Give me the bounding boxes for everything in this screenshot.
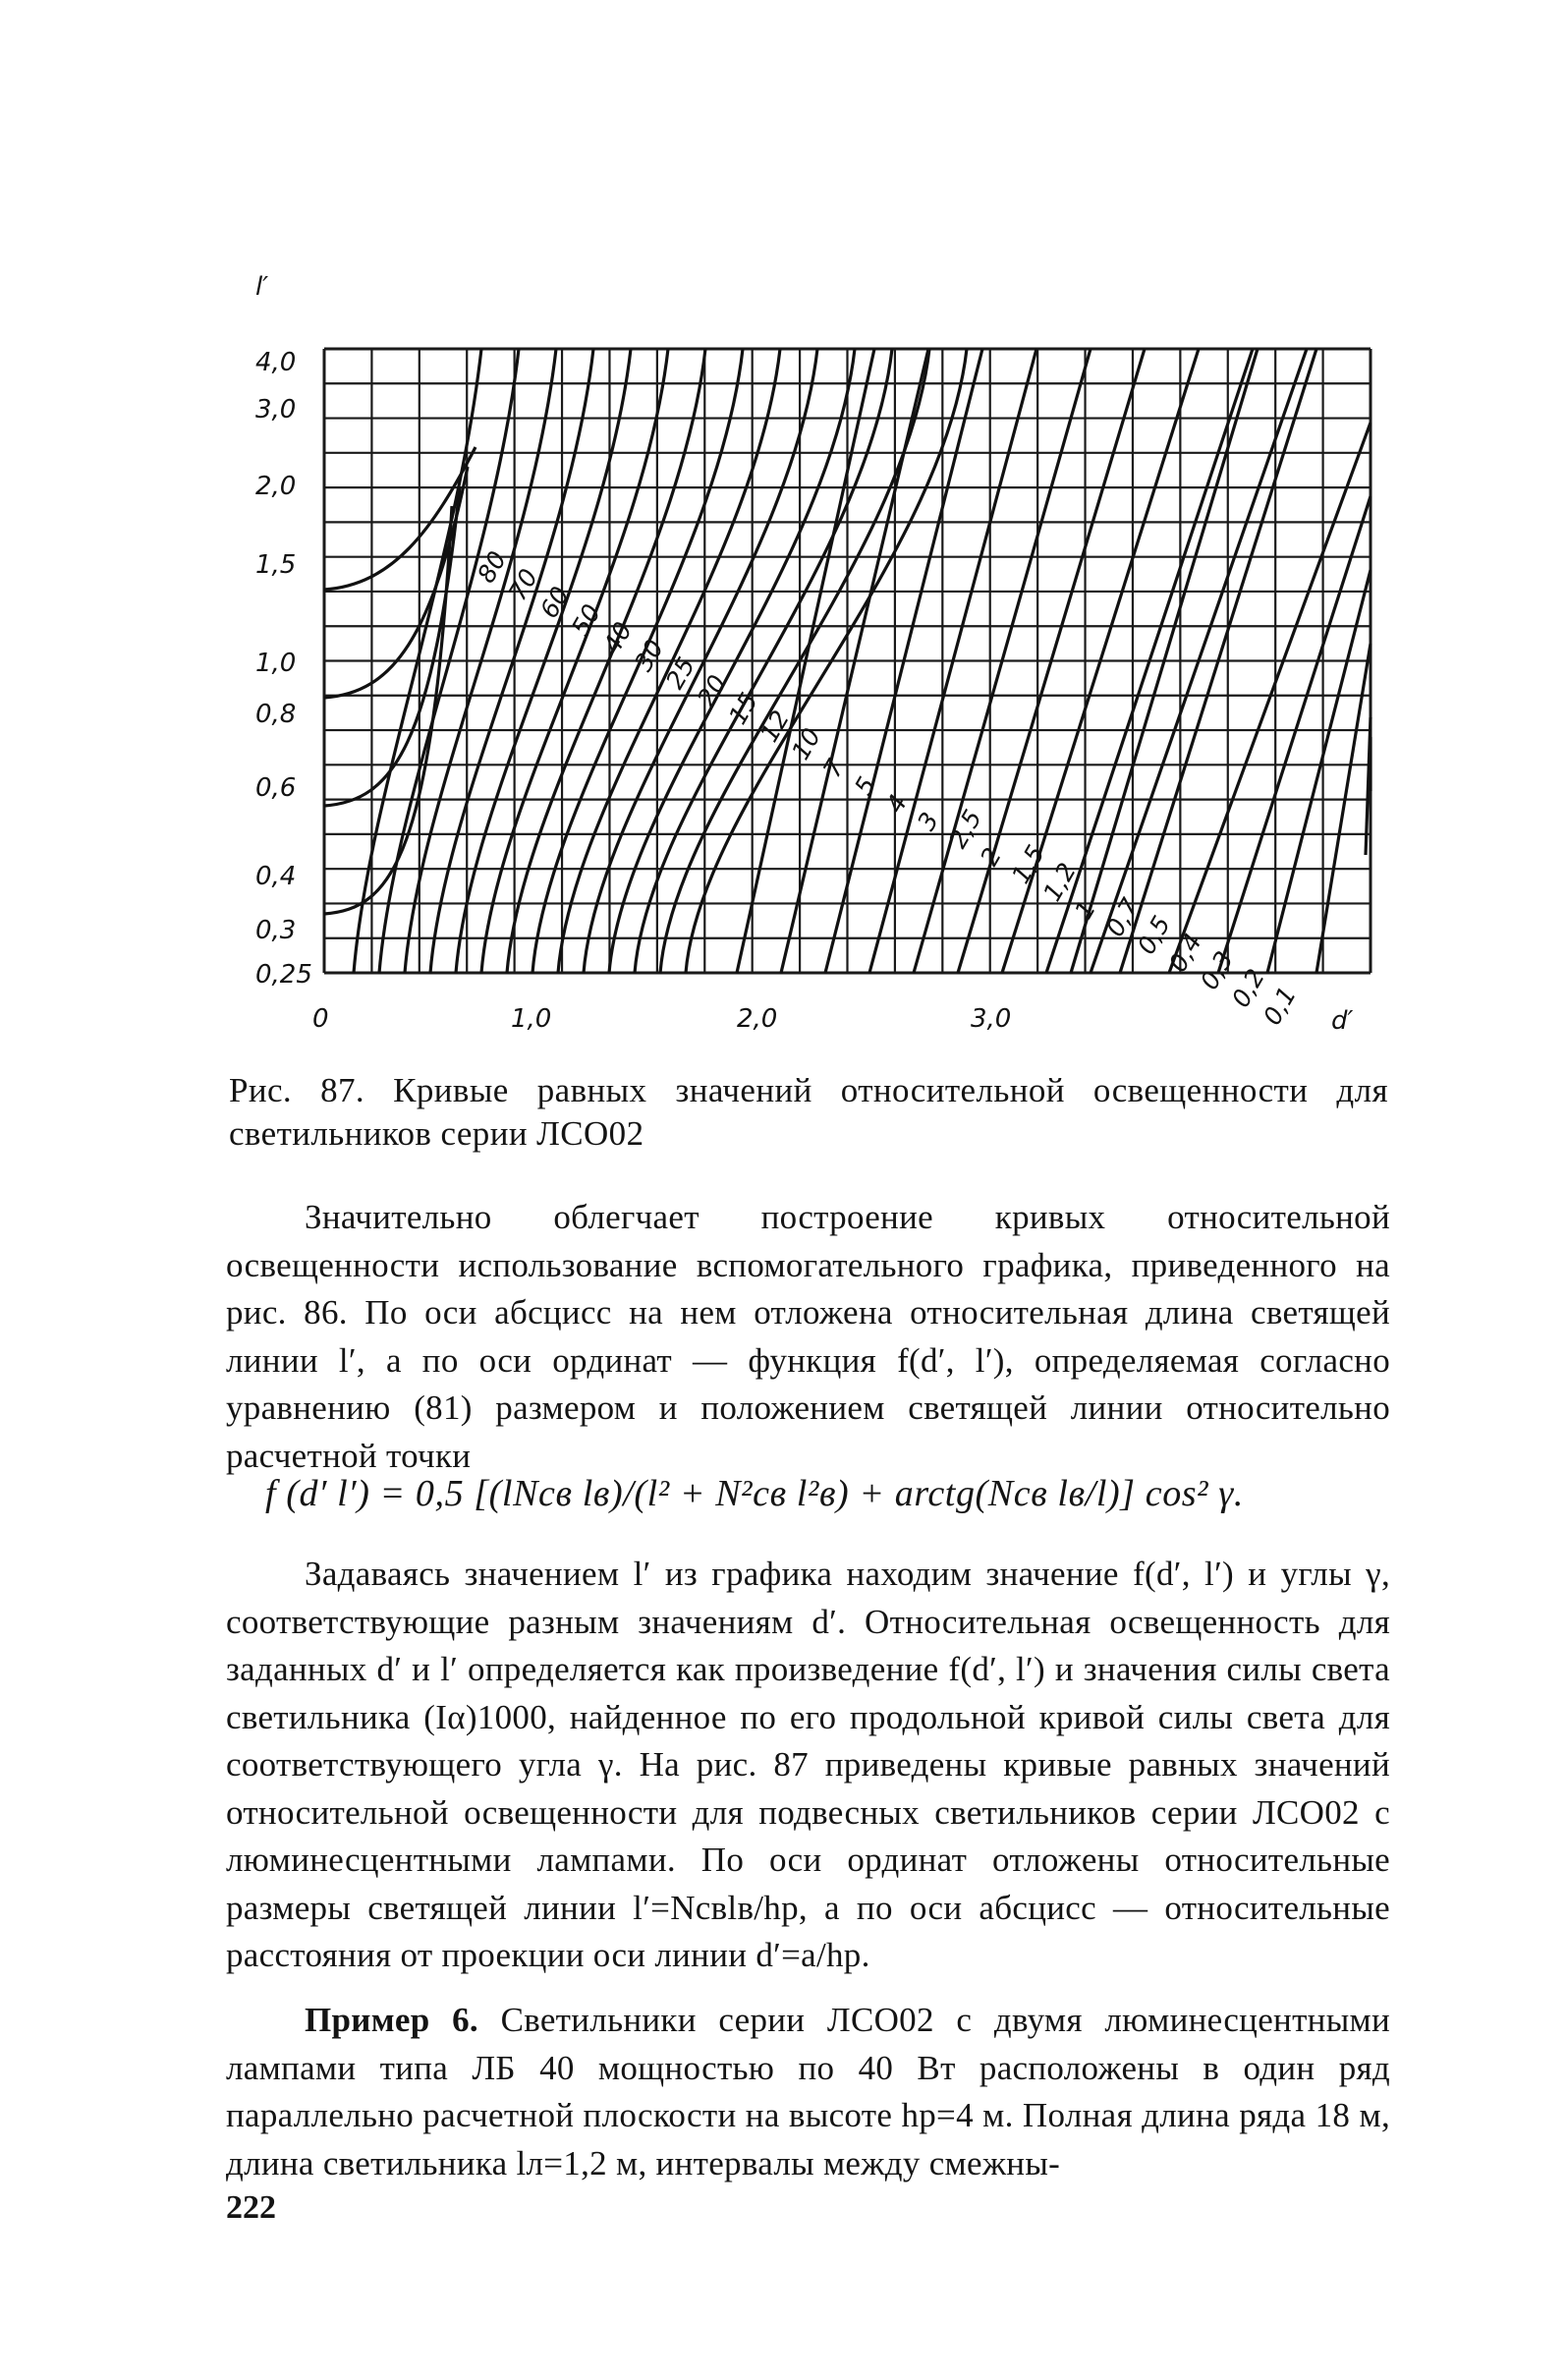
y-tick-label: 0,4: [255, 862, 297, 891]
curve-label: 0,3: [1195, 946, 1240, 994]
figure-87: [216, 251, 1395, 1037]
curve-label: 7: [817, 754, 851, 782]
formula: f (d′ l′) = 0,5 [(lNсв lв)/(l² + N²св l²в) + arctg(Nсв lв/l)] cos² γ.: [265, 1473, 1244, 1514]
curve-label: 1,5: [1006, 840, 1051, 888]
paragraph-3-text: [226, 1997, 1390, 2187]
curve-label: 12: [755, 705, 796, 747]
paragraph-1-text: Значительно облегчает построение кривых относительной освещенности использование вспомогательного графика, приведенного на рис. 86. По оси абсцисс на нем отложена относительная длина светящей линии l′, а по оси ординат — функция f(d′, l′), определяемая согласно уравнению (81) размером и положением светящей линии относительно расчетной точки: [226, 1198, 1390, 1475]
y-tick-label: 0,3: [255, 916, 297, 945]
x-tick-label: 1,0: [511, 1004, 552, 1034]
curve-label: 20: [692, 669, 733, 711]
curve-label: 60: [534, 581, 576, 623]
curve-label: 30: [629, 634, 670, 676]
paragraph-3: [226, 1997, 1390, 2187]
paragraph-2: [226, 1551, 1390, 1980]
paragraph-2-text: Задаваясь значением l′ из графика находим значение f(d′, l′) и углы γ, соответствующие разным значениям d′. Относительная освещенность для заданных d′ и l′ определяется как произведение f(d′, l′) и значения силы света светильника (Iα)1000, найденное по его продольной кривой силы света для соответствующего угла γ. На рис. 87 приведены кривые равных значений относительной освещенности для подвесных светильников серии ЛСО02 с люминесцентными лампами. По оси ординат отложены относительные размеры светящей линии l′=Nсвlв/hр, а по оси абсцисс — относительные расстояния от проекции оси линии d′=a/hр.: [226, 1555, 1390, 1974]
y-tick-label: 1,5: [255, 550, 297, 580]
curve-label: 2: [975, 842, 1008, 871]
y-tick-label: 1,0: [255, 649, 297, 678]
curve-label: 4: [880, 789, 914, 818]
curve-label: 25: [660, 652, 701, 694]
curve-label: 80: [472, 545, 513, 588]
x-axis-title: d′: [1331, 1006, 1354, 1036]
isolux-curve: [1218, 496, 1371, 973]
paragraph-1: [226, 1194, 1390, 1480]
curve-label: 1,2: [1037, 858, 1083, 906]
y-tick-label: 0,6: [255, 773, 297, 803]
y-tick-label: 0,8: [255, 700, 297, 729]
curve-label: 15: [723, 687, 764, 729]
curve-label: 2,5: [943, 805, 988, 853]
curve-label: 50: [566, 598, 607, 641]
isolux-chart: [216, 251, 1395, 1037]
y-axis-title: l′: [255, 272, 269, 302]
y-tick-label: 3,0: [255, 395, 297, 425]
x-tick-label: 0: [312, 1004, 329, 1034]
curve-label: 0,4: [1163, 929, 1208, 977]
example-lead: Пример 6.: [305, 2001, 478, 2039]
curve-label: 1: [1069, 895, 1102, 924]
page-number: 222: [226, 2189, 276, 2226]
curve-label: 0,5: [1132, 911, 1177, 959]
curve-label: 0,7: [1100, 893, 1146, 941]
curve-label: 40: [597, 616, 639, 658]
example-body: Светильники серии ЛСО02 с двумя люминесцентными лампами типа ЛБ 40 мощностью по 40 Вт расположены в один ряд параллельно расчетной плоскости на высоте hр=4 м. Полная длина ряда 18 м, длина светильника lл=1,2 м, интервалы между смежны-: [226, 2001, 1390, 2182]
curve-label: 70: [503, 563, 544, 605]
curve-label: 0,1: [1258, 982, 1303, 1030]
x-tick-label: 2,0: [737, 1004, 778, 1034]
y-tick-label: 0,25: [255, 960, 312, 990]
curve-label: 5: [849, 771, 882, 800]
x-tick-label: 3,0: [971, 1004, 1012, 1034]
figure-caption: Рис. 87. Кривые равных значений относительной освещенности для светильников серии ЛСО02: [229, 1071, 1388, 1153]
curve-label: 0,2: [1226, 964, 1271, 1012]
isolux-curve: [1316, 644, 1371, 973]
curve-label: 10: [786, 722, 827, 765]
curve-label: 3: [912, 807, 945, 835]
y-tick-label: 4,0: [255, 348, 297, 377]
y-tick-label: 2,0: [255, 472, 297, 501]
